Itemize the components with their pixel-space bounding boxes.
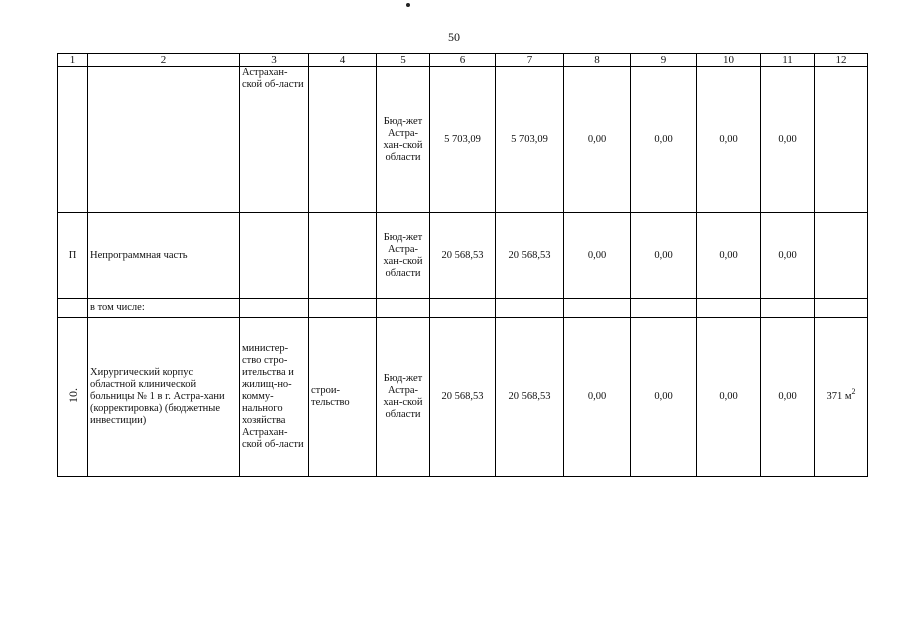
header-cell: 6	[430, 54, 496, 67]
cell-responsible	[240, 299, 309, 318]
cell-number: П	[58, 213, 88, 299]
header-cell: 2	[88, 54, 240, 67]
result-value: 371 м	[826, 391, 852, 402]
cell-year-2	[564, 299, 631, 318]
cell-name	[88, 67, 240, 213]
cell-direction	[309, 67, 377, 213]
item-number: 10.	[65, 387, 80, 403]
header-cell: 8	[564, 54, 631, 67]
cell-year-5	[761, 299, 815, 318]
page-number: 50	[448, 30, 460, 44]
header-cell: 11	[761, 54, 815, 67]
cell-year-2: 0,00	[564, 213, 631, 299]
cell-source: Бюд-жет Астра-хан-ской области	[377, 213, 430, 299]
cell-direction	[309, 299, 377, 318]
cell-name: в том числе:	[88, 299, 240, 318]
cell-year-1: 5 703,09	[496, 67, 564, 213]
cell-year-4: 0,00	[697, 318, 761, 477]
cell-result	[815, 318, 868, 477]
cell-year-3	[631, 299, 697, 318]
cell-year-3: 0,00	[631, 318, 697, 477]
cell-total: 20 568,53	[430, 213, 496, 299]
header-cell: 9	[631, 54, 697, 67]
table-row-including	[58, 299, 868, 318]
cell-year-2: 0,00	[564, 318, 631, 477]
cell-direction	[309, 213, 377, 299]
cell-responsible: министер-ство стро-ительства и жилищ-но-комму-нального хозяйства Астрахан-ской об-ласти	[240, 318, 309, 477]
header-cell: 3	[240, 54, 309, 67]
cell-year-4: 0,00	[697, 67, 761, 213]
cell-direction: строи-тельство	[309, 318, 377, 477]
cell-responsible: Астрахан-ской об-ласти	[240, 67, 309, 213]
cell-year-4	[697, 299, 761, 318]
table-row-section	[58, 213, 868, 299]
cell-year-3: 0,00	[631, 213, 697, 299]
header-cell: 10	[697, 54, 761, 67]
result-superscript: 2	[851, 387, 856, 396]
cell-source: Бюд-жет Астра-хан-ской области	[377, 318, 430, 477]
cell-year-1: 20 568,53	[496, 318, 564, 477]
cell-result	[815, 67, 868, 213]
header-row	[58, 54, 868, 67]
cell-year-1	[496, 299, 564, 318]
cell-name: Непрограммная часть	[88, 213, 240, 299]
table-row-continued	[58, 67, 868, 213]
table-row-item	[58, 318, 868, 477]
cell-number	[58, 318, 88, 477]
cell-year-5: 0,00	[761, 67, 815, 213]
cell-number	[58, 67, 88, 213]
cell-responsible	[240, 213, 309, 299]
cell-result	[815, 299, 868, 318]
header-cell: 12	[815, 54, 868, 67]
header-cell: 7	[496, 54, 564, 67]
cell-result	[815, 213, 868, 299]
cell-total: 5 703,09	[430, 67, 496, 213]
cell-year-2: 0,00	[564, 67, 631, 213]
cell-year-3: 0,00	[631, 67, 697, 213]
cell-source	[377, 299, 430, 318]
cell-total: 20 568,53	[430, 318, 496, 477]
cell-name: Хирургический корпус областной клинической больницы № 1 в г. Астра-хани (корректировка) (бюджетные инвестиции)	[88, 318, 240, 477]
budget-table	[57, 53, 868, 477]
cell-year-5: 0,00	[761, 318, 815, 477]
header-cell: 5	[377, 54, 430, 67]
cell-source: Бюд-жет Астра-хан-ской области	[377, 67, 430, 213]
scan-dot	[406, 3, 410, 7]
cell-year-5: 0,00	[761, 213, 815, 299]
cell-year-4: 0,00	[697, 213, 761, 299]
cell-year-1: 20 568,53	[496, 213, 564, 299]
header-cell: 1	[58, 54, 88, 67]
cell-total	[430, 299, 496, 318]
cell-number	[58, 299, 88, 318]
header-cell: 4	[309, 54, 377, 67]
